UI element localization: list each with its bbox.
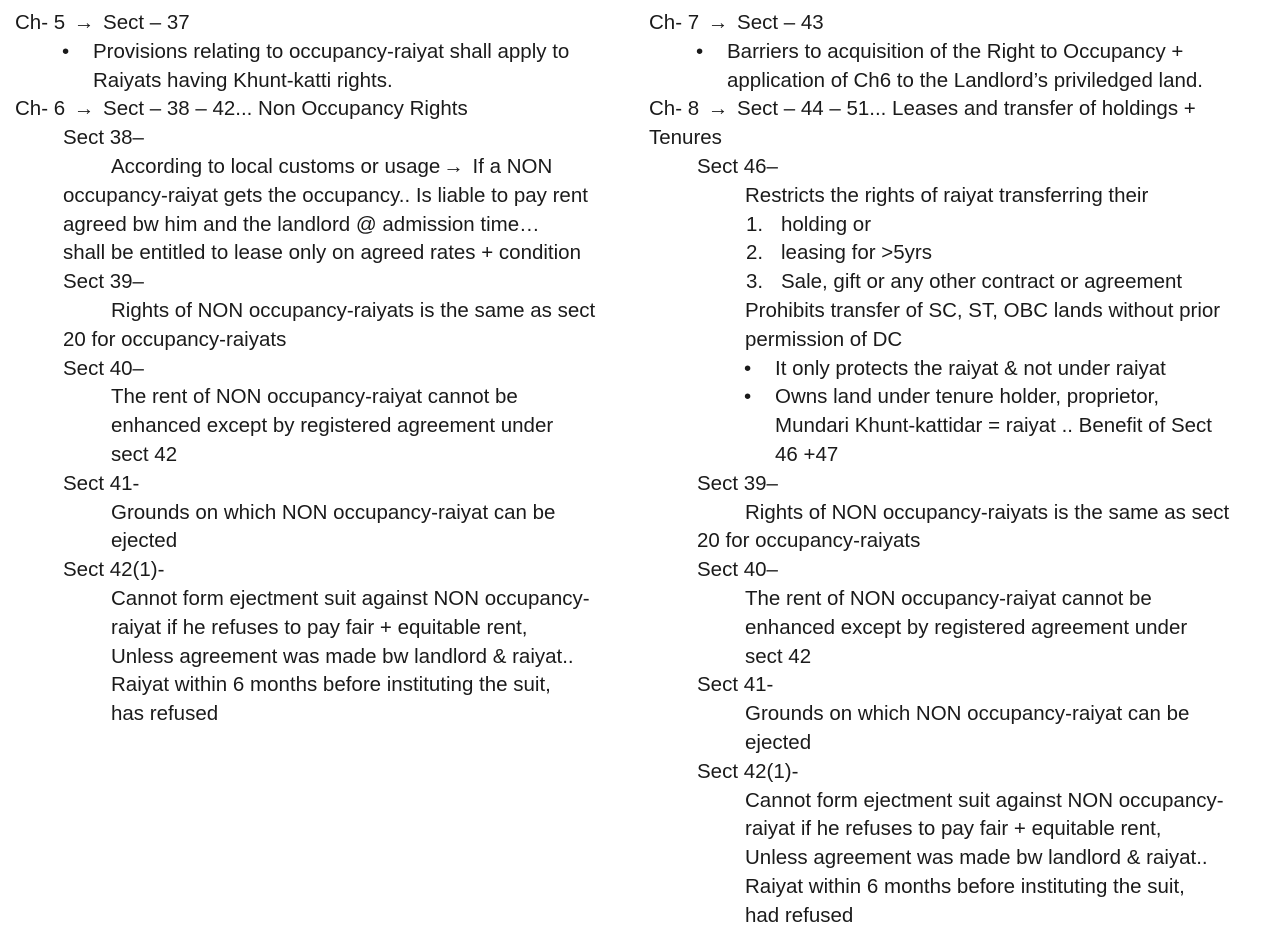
text-line: 46 +47 xyxy=(775,442,839,466)
chapter-5-heading xyxy=(15,9,635,38)
section-body-line: Raiyat within 6 months before instituting the suit, xyxy=(111,673,551,697)
section-label: Sect – 43 xyxy=(737,11,824,34)
section-body-line: ejected xyxy=(745,730,812,754)
section-body-line: occupancy-raiyat gets the occupancy.. Is liable to pay rent xyxy=(63,183,588,207)
text-line: Provisions relating to occupancy-raiyat shall apply to xyxy=(93,39,570,63)
chapter-6-heading xyxy=(15,95,635,124)
arrow-right-icon: → xyxy=(443,154,464,178)
section-body-line: sect 42 xyxy=(111,442,178,466)
right-column xyxy=(649,9,1269,931)
item-number: 1. xyxy=(746,212,764,236)
section-label: Sect – 38 – 42... Non Occupancy Rights xyxy=(103,97,468,121)
chapter-8-heading-continued: Tenures xyxy=(649,126,722,150)
text-line: Barriers to acquisition of the Right to Occupancy + xyxy=(727,39,1184,63)
section-body-line xyxy=(15,153,635,182)
bullet-icon: • xyxy=(696,39,704,63)
numbered-item xyxy=(649,211,1269,240)
section-body-line: Grounds on which NON occupancy-raiyat can be xyxy=(111,500,556,524)
section-body-line: 20 for occupancy-raiyats xyxy=(63,327,287,351)
text-fragment: If a NON xyxy=(466,154,553,178)
section-body-line: Restricts the rights of raiyat transferring their xyxy=(745,183,1149,207)
item-text: leasing for >5yrs xyxy=(781,241,932,265)
section-title: Sect 42(1)- xyxy=(63,558,165,582)
text-line: Owns land under tenure holder, proprietor, xyxy=(775,385,1160,409)
text-fragment: According to local customs or usage xyxy=(111,154,441,178)
arrow-right-icon: → xyxy=(73,11,95,34)
section-title: Sect 39– xyxy=(697,471,778,495)
bullet-icon: • xyxy=(744,356,752,380)
section-title: Sect 46– xyxy=(697,154,778,178)
item-text: Sale, gift or any other contract or agreement xyxy=(781,270,1183,294)
list-item xyxy=(15,38,635,96)
item-number: 2. xyxy=(746,241,764,265)
text-line: Raiyats having Khunt-katti rights. xyxy=(93,68,393,92)
section-title: Sect 41- xyxy=(697,673,774,697)
list-item xyxy=(649,38,1269,96)
section-body-line: has refused xyxy=(111,702,219,726)
numbered-item xyxy=(649,268,1269,297)
section-body-line: The rent of NON occupancy-raiyat cannot be xyxy=(111,385,518,409)
section-body-line: enhanced except by registered agreement under xyxy=(111,414,554,438)
section-title: Sect 38– xyxy=(63,126,144,150)
chapter-label: Ch- 5 xyxy=(15,11,66,34)
section-body-line: had refused xyxy=(745,903,854,927)
section-title: Sect 41- xyxy=(63,471,140,495)
section-body-line: enhanced except by registered agreement under xyxy=(745,615,1188,639)
section-body-line: Grounds on which NON occupancy-raiyat can be xyxy=(745,702,1190,726)
chapter-label: Ch- 6 xyxy=(15,97,66,121)
arrow-right-icon: → xyxy=(707,97,729,121)
section-body-line: The rent of NON occupancy-raiyat cannot be xyxy=(745,586,1152,610)
section-body-line: 20 for occupancy-raiyats xyxy=(697,529,921,553)
bullet-icon: • xyxy=(744,385,752,409)
section-body-line: Unless agreement was made bw landlord & raiyat.. xyxy=(745,846,1208,870)
section-body-line: Raiyat within 6 months before instituting the suit, xyxy=(745,874,1185,898)
section-title: Sect 40– xyxy=(697,558,778,582)
section-label: Sect – 44 – 51... Leases and transfer of holdings + xyxy=(737,97,1196,121)
text-line: application of Ch6 to the Landlord’s priviledged land. xyxy=(727,68,1204,92)
section-body-line: Prohibits transfer of SC, ST, OBC lands without prior xyxy=(745,298,1221,322)
item-number: 3. xyxy=(746,270,764,294)
section-title: Sect 40– xyxy=(63,356,144,380)
text-line: Mundari Khunt-kattidar = raiyat .. Benefit of Sect xyxy=(775,414,1212,438)
chapter-7-heading xyxy=(649,9,1269,38)
section-title: Sect 42(1)- xyxy=(697,759,799,783)
section-body-line: sect 42 xyxy=(745,644,812,668)
section-body-line: Cannot form ejectment suit against NON occupancy- xyxy=(111,586,590,610)
list-item xyxy=(649,383,1269,469)
section-body-line: agreed bw him and the landlord @ admission time… xyxy=(63,212,540,236)
numbered-item xyxy=(649,239,1269,268)
list-item xyxy=(649,355,1269,384)
arrow-right-icon: → xyxy=(73,97,95,121)
section-body-line: Unless agreement was made bw landlord & raiyat.. xyxy=(111,644,574,668)
section-body-line: raiyat if he refuses to pay fair + equitable rent, xyxy=(111,615,528,639)
section-body-line: raiyat if he refuses to pay fair + equitable rent, xyxy=(745,817,1162,841)
section-body-line: Rights of NON occupancy-raiyats is the same as sect xyxy=(745,500,1230,524)
text-line: It only protects the raiyat & not under raiyat xyxy=(775,356,1166,380)
section-body-line: permission of DC xyxy=(745,327,903,351)
item-text: holding or xyxy=(781,212,872,236)
arrow-right-icon: → xyxy=(707,11,729,34)
section-body-line: Cannot form ejectment suit against NON occupancy- xyxy=(745,788,1224,812)
section-title: Sect 39– xyxy=(63,270,144,294)
section-body-line: ejected xyxy=(111,529,178,553)
section-label: Sect – 37 xyxy=(103,11,190,34)
chapter-label: Ch- 8 xyxy=(649,97,700,121)
section-body-line: Rights of NON occupancy-raiyats is the same as sect xyxy=(111,298,596,322)
chapter-8-heading xyxy=(649,95,1269,124)
section-body-line: shall be entitled to lease only on agreed rates + condition xyxy=(63,241,581,265)
chapter-label: Ch- 7 xyxy=(649,11,700,34)
left-column xyxy=(15,9,635,729)
bullet-icon: • xyxy=(62,39,70,63)
